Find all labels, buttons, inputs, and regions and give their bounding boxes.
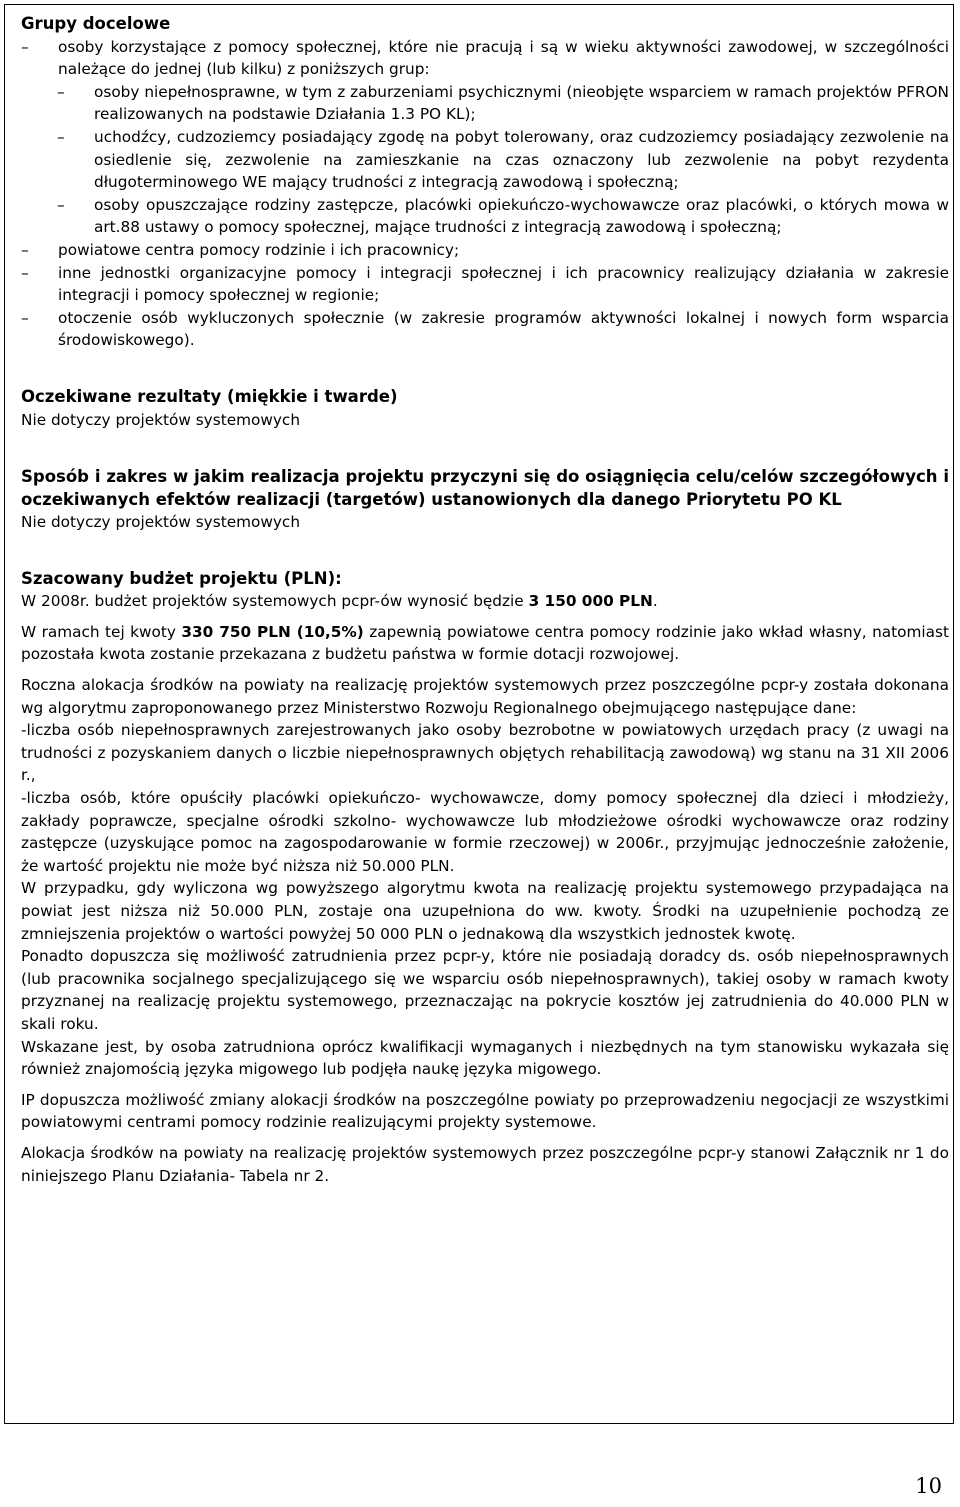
results-text: Nie dotyczy projektów systemowych [21, 410, 301, 429]
list-item-text: powiatowe centra pomocy rodzinie i ich pracownicy; [58, 240, 460, 259]
list-item-text: uchodźcy, cudzoziemcy posiadający zgodę na pobyt tolerowany, oraz cudzoziemcy posiadający zezwolenie na osiedlenie się, zezwolenie na zamieszkanie na czas oznaczony lub zezwolenie na pobyt rezydenta długoterminowego WE mający trudności z integracją zawodową i społeczną; [94, 127, 949, 192]
budget-amount: 3 150 000 PLN [528, 592, 653, 611]
allocation-criterion-1: -liczba osób niepełnosprawnych zarejestrowanych jako osoby bezrobotne w powiatowych urzędach pracy (z uwagi na trudności z pozyskaniem danych o liczbie niepełnosprawnych objętych rehabilitacją zawodową) wg stanu na 31 XII 2006 r., [21, 721, 949, 785]
list-item [21, 36, 949, 81]
allocation-criterion-2: -liczba osób, które opuściły placówki opiekuńczo- wychowawcze, domy pomocy społecznej dla dzieci i młodzieży, zakłady poprawcze, specjalne ośrodki szkolno- wychowawcze lub młodzieżowe ośrodki wychowawcze oraz rodziny zastępcze (uzyskujące pomoc na zagospodarowanie w formie rzeczowej) w 2006r., przyjmując jednocześnie założenie, że wartość projektu nie może być niższa niż 50.000 PLN. [21, 789, 949, 875]
budget-heading: Szacowany budżet projektu (PLN): [21, 568, 342, 588]
list-item [21, 262, 949, 307]
dash-bullet: – [21, 240, 29, 259]
ip-paragraph: IP dopuszcza możliwość zmiany alokacji środków na poszczególne powiaty po przeprowadzeniu negocjacji ze wszystkimi powiatowymi centrami pomocy rodzinie realizującymi projekty systemowe. [21, 1090, 949, 1132]
list-item-text: otoczenie osób wykluczonych społecznie (w zakresie programów aktywności lokalnej i nowych form wsparcia środowiskowego). [58, 308, 949, 350]
annex-paragraph: Alokacja środków na powiaty na realizację projektów systemowych przez poszczególne pcpr-y stanowi Załącznik nr 1 do niniejszego Planu Działania- Tabela nr 2. [21, 1143, 949, 1185]
own-contribution-paragraph [21, 621, 949, 666]
dash-bullet: – [21, 263, 29, 282]
budget-text: W 2008r. budżet projektów systemowych pcpr-ów wynosić będzie [21, 592, 529, 611]
list-item [21, 307, 949, 352]
budget-text: W ramach tej kwoty [21, 622, 182, 641]
target-groups-heading: Grupy docelowe [21, 14, 171, 33]
dash-bullet: – [21, 37, 29, 56]
method-heading: Sposób i zakres w jakim realizacja projektu przyczyni się do osiągnięcia celu/celów szczegółowych i oczekiwanych efektów realizacji (targetów) ustanowionych dla danego Priorytetu PO KL [21, 467, 949, 510]
budget-text: zapewnią powiatowe centra pomocy rodzinie jako wkład własny, natomiast pozostała kwota zostanie przekazana z budżetu państwa w formie dotacji rozwojowej. [21, 622, 950, 664]
list-item-text: inne jednostki organizacyjne pomocy i integracji społecznej i ich pracownicy realizujący działania w zakresie integracji i pomocy społecznej w regionie; [58, 263, 949, 305]
list-item [21, 194, 949, 239]
list-item-text: osoby niepełnosprawne, w tym z zaburzeniami psychicznymi (nieobjęte wsparciem w ramach projektów PFRON realizowanych na podstawie Działania 1.3 PO KL); [94, 82, 949, 124]
document-content [21, 13, 949, 1187]
supplement-paragraph: W przypadku, gdy wyliczona wg powyższego algorytmu kwota na realizację projektu systemowego przypadająca na powiat jest niższa niż 50.000 PLN, zostaje ona uzupełniona do ww. kwoty. Środki na uzupełnienie pochodzą ze zmniejszenia projektów o wartości powyżej 50 000 PLN o jednakową dla wszystkich jednostek kwotę. [21, 879, 949, 943]
advisor-paragraph: Ponadto dopuszcza się możliwość zatrudnienia przez pcpr-y, które nie posiadają doradcy ds. osób niepełnosprawnych (lub pracownika socjalnego specjalizującego się we wsparciu osób niepełnosprawnych), takiej osoby w ramach kwoty przyznanej na realizację projektu systemowego, przeznaczając na pokrycie kosztów jej zatrudnienia do 40.000 PLN w skali roku. [21, 947, 949, 1033]
dash-bullet: – [57, 127, 65, 146]
page-number: 10 [915, 1474, 942, 1498]
document-frame [4, 4, 954, 1424]
list-item [21, 126, 949, 194]
list-item-text: osoby korzystające z pomocy społecznej, które nie pracują i są w wieku aktywności zawodowej, w szczególności należące do jednej (lub kilku) z poniższych grup: [58, 37, 949, 79]
dash-bullet: – [21, 308, 29, 327]
dash-bullet: – [57, 82, 65, 101]
own-contribution-amount: 330 750 PLN (10,5%) [181, 622, 364, 641]
dash-bullet: – [57, 195, 65, 214]
sign-language-paragraph: Wskazane jest, by osoba zatrudniona oprócz kwalifikacji wymaganych i niezbędnych na tym stanowisku wykazała się również znajomością języka migowego lub podjęła naukę języka migowego. [21, 1037, 949, 1079]
list-item [21, 239, 949, 262]
list-item-text: osoby opuszczające rodziny zastępcze, placówki opiekuńczo-wychowawcze oraz placówki, o których mowa w art.88 ustawy o pomocy społecznej, mające trudności z integracją zawodową i społeczną; [94, 195, 949, 237]
budget-paragraph [21, 590, 949, 613]
budget-text: . [652, 592, 658, 611]
method-text: Nie dotyczy projektów systemowych [21, 513, 301, 532]
list-item [21, 81, 949, 126]
allocation-paragraph: Roczna alokacja środków na powiaty na realizację projektów systemowych przez poszczególne pcpr-y została dokonana wg algorytmu zaproponowanego przez Ministerstwo Rozwoju Regionalnego obejmującego następujące dane: [21, 676, 949, 717]
results-heading: Oczekiwane rezultaty (miękkie i twarde) [21, 386, 398, 406]
